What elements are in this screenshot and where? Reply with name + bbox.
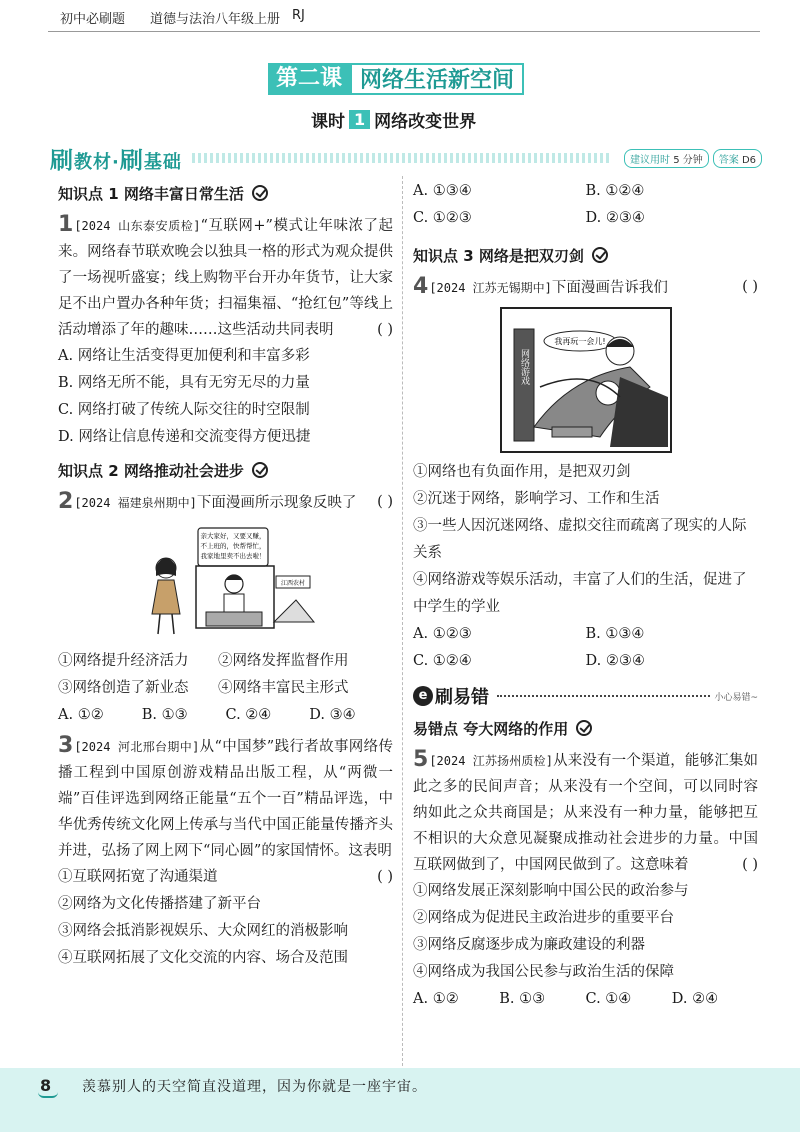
q4-choice-c: C. ①②④	[413, 653, 472, 669]
q1-stem: “互联网+”模式让年味浓了起来。网络春节联欢晚会以独具一格的形式为观众提供了一场视听盛宴；线上购物平台开办年货节，让大家足不出户置办各种年货；扫福集福、“抢红包”等线上活动增添了年的趣味……这些活动共同表明	[58, 218, 393, 338]
section-dots	[192, 153, 612, 163]
answer-label: 答案	[718, 154, 739, 166]
left-column	[58, 180, 393, 972]
q4-stem: 下面漫画告诉我们	[551, 280, 668, 296]
q2-item-3: ③网络创造了新业态	[58, 680, 189, 696]
lesson-name: 网络生活新空间	[350, 63, 524, 95]
time-value: 5 分钟	[673, 154, 703, 166]
edition-label: RJ	[292, 8, 305, 23]
q4-choice-d: D. ②③④	[585, 653, 645, 669]
q4-choice-b: B. ①③④	[585, 626, 645, 642]
q5-source: [2024 江苏扬州质检]	[429, 754, 553, 768]
q1-source: [2024 山东泰安质检]	[74, 219, 201, 233]
series-name: 初中必刷题	[60, 12, 126, 27]
q5-stem: 从来没有一个渠道，能够汇集如此之多的民间声音；从来没有一个空间，可以同时容纳如此之众共商国是；从来没有一种力量，能够把互不相识的大众意见凝聚成推动社会进步的力量。中国互联网做到了，中国网民做到了。这意味着	[413, 753, 758, 873]
q2-bubble-line-1: 亲大家好，又要又赚，	[200, 532, 265, 540]
q3-item-2: ②网络为文化传播搭建了新平台	[58, 896, 261, 912]
check-icon	[592, 247, 608, 263]
section-label-a: 刷	[50, 147, 74, 174]
wave-icon	[38, 1092, 58, 1098]
error-point	[413, 715, 758, 741]
q3-choices	[413, 178, 758, 232]
q5-item-2: ②网络成为促进民主政治进步的重要平台	[413, 910, 674, 926]
kp1-title: 知识点 1 网络丰富日常生活	[58, 184, 244, 203]
check-icon	[252, 185, 268, 201]
q2-choice-b: B. ①③	[141, 707, 188, 723]
q2-stem: 下面漫画所示现象反映了	[196, 495, 357, 511]
q4-item-3: ③一些人因沉迷网络、虚拟交往而疏离了现实的人际关系	[413, 518, 747, 561]
period-name: 网络改变世界	[374, 112, 477, 132]
page-header	[0, 0, 800, 27]
q3-item-3: ③网络会抵消影视娱乐、大众网红的消极影响	[58, 923, 348, 939]
q4-item-2: ②沉迷于网络，影响学习、工作和生活	[413, 491, 660, 507]
q4-choice-a: A. ①②③	[413, 626, 472, 642]
q2-bubble-line-3: 我家地里卖不出去啦！	[200, 552, 265, 560]
q4-choices	[413, 621, 758, 675]
q4-pillar-text: 网络游戏	[518, 349, 529, 385]
period-number: 1	[349, 110, 370, 129]
q3-answer-paren: ( )	[377, 869, 393, 885]
q3-number: 3	[58, 733, 74, 758]
header-divider	[48, 31, 760, 32]
question-5	[413, 747, 758, 878]
q2-choice-c: C. ②④	[225, 707, 272, 723]
section-label-dot: ·	[112, 151, 120, 173]
column-divider	[402, 176, 403, 1066]
q2-source: [2024 福建泉州期中]	[74, 496, 197, 510]
q4-source: [2024 江苏无锡期中]	[429, 281, 552, 295]
q5-item-4: ④网络成为我国公民参与政治生活的保障	[413, 964, 674, 980]
q2-choice-a: A. ①②	[58, 707, 104, 723]
period-title	[311, 107, 476, 132]
book-name: 道德与法治八年级上册	[150, 12, 281, 27]
q1-option-a: A. 网络让生活变得更加便利和丰富多彩	[58, 348, 310, 364]
q2-item-4: ④网络丰富民主形式	[218, 680, 349, 696]
footer-quote: 羡慕别人的天空简直没道理，因为你就是一座宇宙。	[82, 1079, 427, 1095]
error-section-banner	[413, 681, 758, 711]
q1-option-b: B. 网络无所不能，具有无穷无尽的力量	[58, 375, 310, 391]
knowledge-point-3	[413, 242, 758, 268]
q1-answer-paren: ( )	[377, 322, 393, 338]
time-label: 建议用时	[630, 154, 671, 166]
q2-answer-paren: ( )	[377, 494, 393, 510]
lesson-number: 第二课	[268, 63, 350, 95]
section-label-d: 基础	[143, 151, 182, 173]
section-label	[50, 142, 182, 175]
q2-choice-d: D. ③④	[309, 707, 356, 723]
q3-choice-c: C. ①②③	[413, 210, 472, 226]
q2-sign-text: 江西农村	[280, 580, 305, 587]
period-label: 课时	[311, 112, 345, 132]
check-icon	[252, 462, 268, 478]
q5-number: 5	[413, 747, 429, 772]
q5-item-1: ①网络发展正深刻影响中国公民的政治参与	[413, 883, 689, 899]
section-label-b: 教材	[74, 151, 112, 173]
error-icon: e	[413, 686, 433, 706]
time-tag	[624, 149, 709, 168]
q4-answer-paren: ( )	[742, 279, 758, 295]
question-4	[413, 274, 758, 301]
question-1	[58, 212, 393, 343]
page-number: 8	[40, 1076, 52, 1095]
q2-number: 2	[58, 489, 74, 514]
q5-choice-d: D. ②④	[671, 991, 719, 1007]
q5-choice-b: B. ①③	[499, 991, 546, 1007]
q3-choice-d: D. ②③④	[585, 210, 645, 226]
q4-item-4: ④网络游戏等娱乐活动，丰富了人们的生活，促进了中学生的学业	[413, 572, 747, 615]
kp3-title: 知识点 3 网络是把双刃剑	[413, 246, 584, 265]
q3-source: [2024 河北邢台期中]	[74, 740, 200, 754]
answer-tag	[713, 149, 762, 168]
error-section-label: 刷易错	[435, 687, 489, 708]
error-point-title: 易错点 夸大网络的作用	[413, 719, 569, 738]
q3-item-4: ④互联网拓展了文化交流的内容、场合及范围	[58, 950, 348, 966]
kp2-title: 知识点 2 网络推动社会进步	[58, 461, 244, 480]
q2-choices	[58, 702, 393, 729]
q5-item-3: ③网络反腐逐步成为廉政建设的利器	[413, 937, 645, 953]
q2-item-2: ②网络发挥监督作用	[218, 653, 349, 669]
right-column	[413, 178, 758, 1013]
error-hint: 小心易错~	[714, 692, 758, 703]
knowledge-point-2	[58, 457, 393, 483]
q1-option-d: D. 网络让信息传递和交流变得方便迅捷	[58, 429, 311, 445]
q5-choice-a: A. ①②	[413, 991, 459, 1007]
answer-page: D6	[741, 154, 756, 166]
q2-cartoon-image	[136, 522, 316, 642]
q4-bubble-text: 我再玩一会儿!	[553, 337, 606, 346]
q3-item-1: ①互联网拓宽了沟通渠道	[58, 869, 218, 885]
check-icon	[576, 720, 592, 736]
section-label-c: 刷	[119, 147, 144, 174]
q5-choice-c: C. ①④	[585, 991, 632, 1007]
q3-choice-b: B. ①②④	[585, 183, 645, 199]
page-footer	[0, 1068, 800, 1132]
q2-items	[58, 648, 393, 702]
q4-cartoon-image	[500, 307, 672, 453]
lesson-title	[268, 62, 524, 96]
q2-bubble-line-2: 不上班的，快帮帮忙，	[200, 542, 265, 550]
q4-number: 4	[413, 274, 429, 299]
q4-item-1: ①网络也有负面作用，是把双刃剑	[413, 464, 631, 480]
q5-answer-paren: ( )	[742, 857, 758, 873]
q5-choices	[413, 986, 758, 1013]
dotted-arrow	[497, 695, 710, 697]
q3-stem: 从“中国梦”践行者故事网络传播工程到中国原创游戏精品出版工程，从“两微一端”百佳评选到网络正能量“五个一百”精品评选，中华优秀传统文化网上传承与当代中国正能量传播齐头并进，弘扬了网上网下“同心圆”的家国情怀。这表明	[58, 739, 393, 859]
section-banner	[50, 142, 762, 174]
q2-item-1: ①网络提升经济活力	[58, 653, 189, 669]
q1-option-c: C. 网络打破了传统人际交往的时空限制	[58, 402, 310, 418]
q1-number: 1	[58, 212, 74, 237]
knowledge-point-1	[58, 180, 393, 206]
question-2	[58, 489, 393, 516]
q3-choice-a: A. ①③④	[413, 183, 472, 199]
